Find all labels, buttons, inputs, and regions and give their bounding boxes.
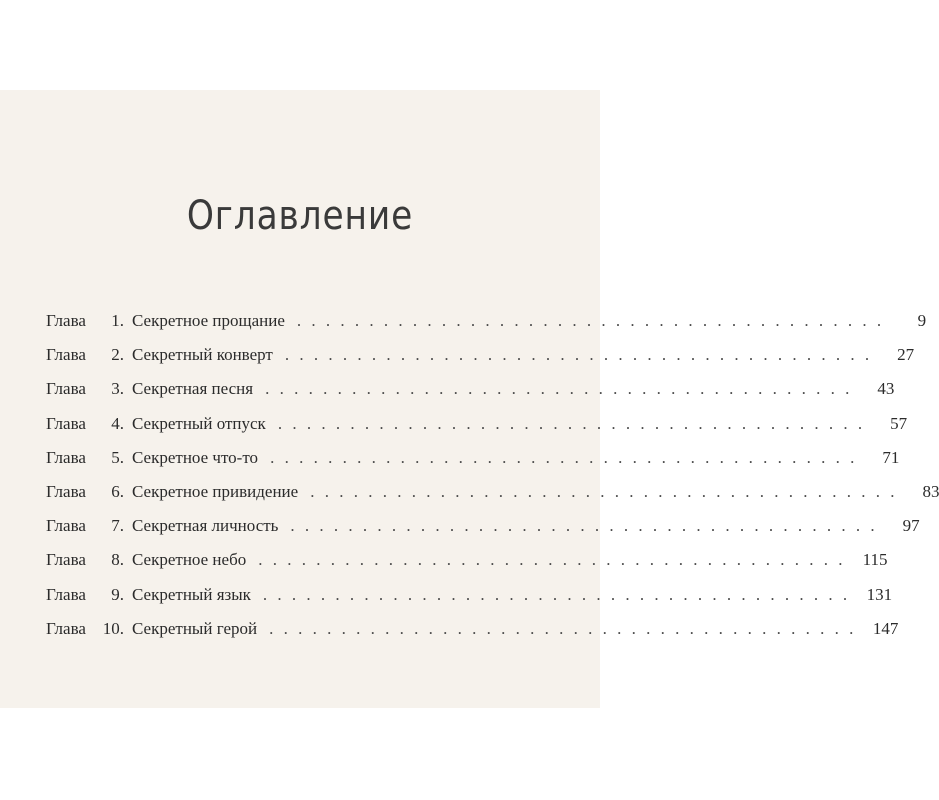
chapter-word: Глава [46, 516, 86, 536]
dot-leader: . . . . . . . . . . . . . . . . . . . . . . . . . . . . . . . . . . . . . . . . . [269, 618, 857, 638]
dot-leader: . . . . . . . . . . . . . . . . . . . . . . . . . . . . . . . . . . . . . . . . . [262, 584, 851, 604]
chapter-number: 7. [111, 516, 124, 536]
toc-entry [46, 516, 920, 550]
chapter-title: Секретный герой [132, 618, 258, 638]
dot-leader: . . . . . . . . . . . . . . . . . . . . . . . . . . . . . . . . . . . . . . . . . [277, 413, 866, 433]
page-title: Оглавление [186, 192, 414, 239]
chapter-title: Секретный конверт [132, 345, 273, 365]
chapter-number: 6. [111, 481, 124, 501]
chapter-title: Секретная песня [132, 379, 254, 399]
dot-leader: . . . . . . . . . . . . . . . . . . . . . . . . . . . . . . . . . . . . . . . . . [290, 516, 878, 536]
chapter-word: Глава [46, 379, 86, 399]
page-number: 27 [897, 345, 915, 365]
chapter-number: 9. [111, 584, 124, 604]
chapter-title: Секретное что-то [132, 447, 259, 467]
page-number: 57 [890, 413, 908, 433]
chapter-word: Глава [46, 413, 86, 433]
page-number: 97 [902, 516, 920, 536]
toc-entry [46, 584, 893, 619]
page-number: 71 [882, 447, 900, 467]
toc-entry [46, 311, 927, 345]
chapter-number: 8. [111, 550, 124, 570]
chapter-title: Секретное небо [132, 550, 247, 570]
toc-entry [46, 481, 939, 516]
toc-entry [46, 618, 899, 653]
chapter-number: 1. [111, 311, 124, 330]
page-number: 9 [917, 311, 927, 330]
chapter-number: 3. [111, 379, 124, 399]
chapter-word: Глава [46, 618, 86, 638]
chapter-title: Секретное привидение [132, 481, 299, 501]
chapter-word: Глава [46, 550, 86, 570]
dot-leader: . . . . . . . . . . . . . . . . . . . . . . . . . . . . . . . . . . . . . . . . . [270, 447, 858, 467]
dot-leader: . . . . . . . . . . . . . . . . . . . . . . . . . . . . . . . . . . . . . . . . . [284, 345, 873, 365]
chapter-title: Секретный отпуск [132, 413, 266, 433]
chapter-word: Глава [46, 311, 86, 330]
page-number: 43 [877, 379, 895, 399]
dot-leader: . . . . . . . . . . . . . . . . . . . . . . . . . . . . . . . . . . . . . . . . . [265, 379, 853, 399]
chapter-title: Секретный язык [132, 584, 251, 604]
chapter-word: Глава [46, 481, 86, 501]
toc-entry [46, 379, 895, 413]
chapter-number: 2. [111, 345, 124, 365]
page-number: 83 [922, 481, 939, 501]
table-of-contents [46, 311, 939, 653]
chapter-number: 10. [102, 618, 124, 638]
dot-leader: . . . . . . . . . . . . . . . . . . . . . . . . . . . . . . . . . . . . . . . . . [310, 481, 898, 501]
chapter-word: Глава [46, 584, 86, 604]
dot-leader: . . . . . . . . . . . . . . . . . . . . . . . . . . . . . . . . . . . . . . . . . [258, 550, 846, 570]
chapter-title: Секретное прощание [132, 311, 285, 330]
toc-entry [46, 550, 888, 584]
chapter-word: Глава [46, 345, 86, 365]
dot-leader: . . . . . . . . . . . . . . . . . . . . . . . . . . . . . . . . . . . . . . . . . [296, 311, 885, 330]
toc-entry [46, 345, 915, 379]
chapter-title: Секретная личность [132, 516, 279, 536]
toc-entry [46, 447, 900, 482]
page-number: 147 [872, 618, 899, 638]
page-number: 131 [866, 584, 893, 604]
chapter-number: 4. [111, 413, 124, 433]
chapter-word: Глава [46, 447, 86, 467]
chapter-number: 5. [111, 447, 124, 467]
toc-entry [46, 413, 908, 448]
page-number: 115 [862, 550, 888, 570]
